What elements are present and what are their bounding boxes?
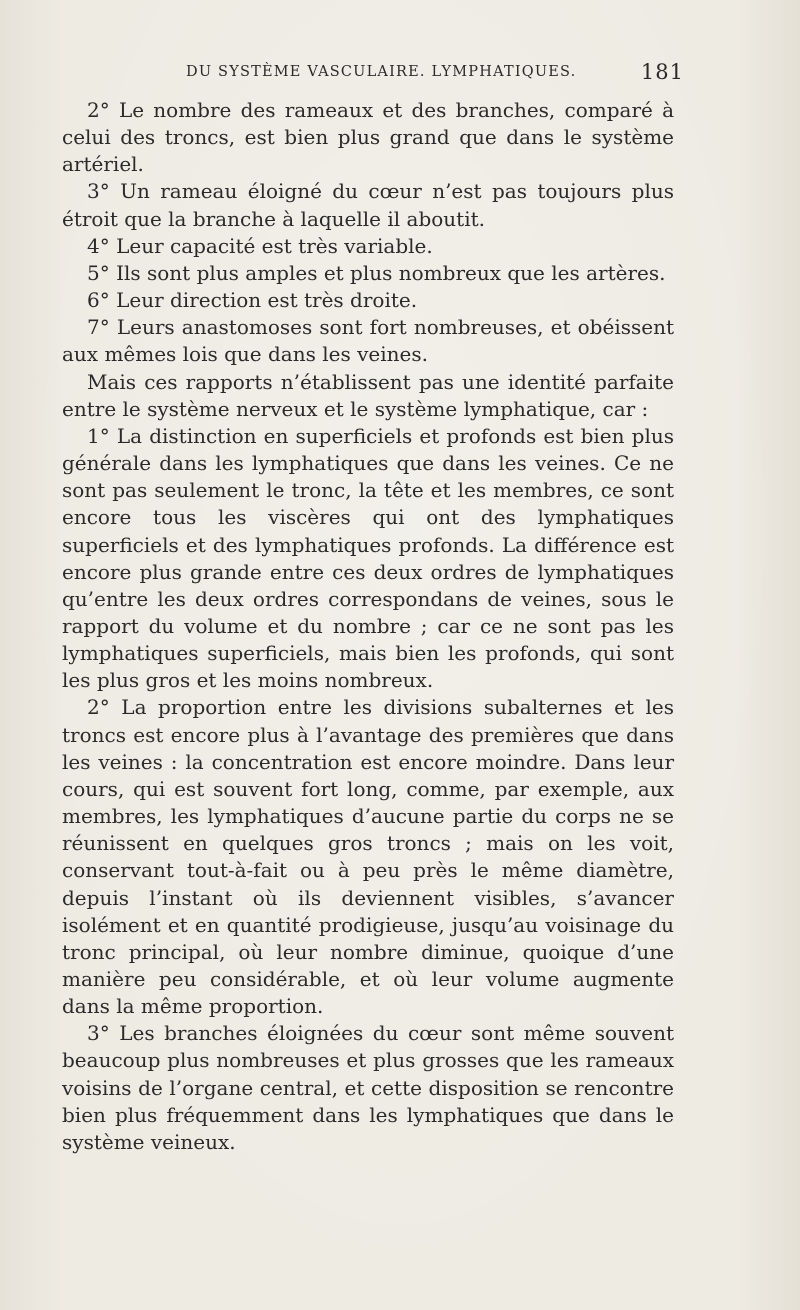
paragraph-2: 3° Un rameau éloigné du cœur n’est pas toujours plus étroit que la branche à laquelle il aboutit.	[62, 179, 674, 231]
page-number: 181	[640, 60, 684, 84]
running-head-title: DU SYSTÈME VASCULAIRE. LYMPHATIQUES.	[186, 64, 577, 80]
paragraph-8: 1° La distinction en superficiels et profonds est bien plus générale dans les lymphatiques que dans les veines. Ce ne sont pas seulement le tronc, la tête et les membres, ce sont encore tous les viscères qui ont des lymphatiques superficiels et des lymphatiques profonds. La différence est encore plus grande entre ces deux ordres de lymphatiques qu’entre les deux ordres correspondans de veines, sous le rapport du volume et du nombre ; car ce ne sont pas les lymphatiques superficiels, mais bien les profonds, qui sont les plus gros et les moins nombreux.	[62, 423, 674, 693]
paragraph-6: 7° Leurs anastomoses sont fort nombreuses, et obéissent aux mêmes lois que dans les veines.	[62, 315, 674, 367]
paragraph-1: 2° Le nombre des rameaux et des branches, comparé à celui des troncs, est bien plus grand que dans le système artériel.	[62, 98, 674, 177]
paragraph-9: 2° La proportion entre les divisions subalternes et les troncs est encore plus à l’avantage des premières que dans les veines : la concentration est encore moindre. Dans leur cours, qui est souvent fort long, comme, par exemple, aux membres, les lymphatiques d’aucune partie du corps ne se réunissent en quelques gros troncs ; mais on les voit, conservant tout-à-fait ou à peu près le même diamètre, depuis l’instant où ils deviennent visibles, s’avancer isolément et en quantité prodigieuse, jusqu’au voisinage du tronc principal, où leur nombre diminue, quoique d’une manière peu considérable, et où leur volume augmente dans la même proportion.	[62, 695, 674, 1019]
body-text	[62, 97, 674, 1156]
paragraph-7: Mais ces rapports n’établissent pas une identité parfaite entre le système nerveux et le système lymphatique, car :	[62, 369, 674, 421]
paragraph-5: 6° Leur direction est très droite.	[87, 288, 418, 313]
paragraph-10: 3° Les branches éloignées du cœur sont même souvent beaucoup plus nombreuses et plus grosses que les rameaux voisins de l’organe central, et cette disposition se rencontre bien plus fréquemment dans les lymphatiques que dans le système veineux.	[62, 1021, 674, 1154]
paragraph-4: 5° Ils sont plus amples et plus nombreux que les artères.	[87, 260, 666, 285]
paragraph-3: 4° Leur capacité est très variable.	[87, 233, 433, 258]
running-head	[62, 60, 684, 88]
